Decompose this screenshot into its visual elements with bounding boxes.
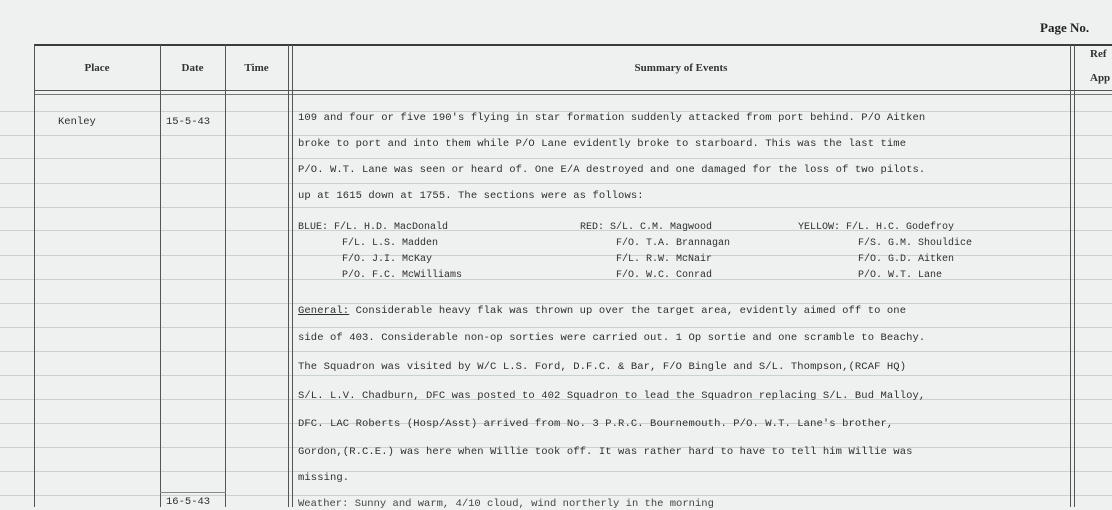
general-line: side of 403. Considerable non-op sorties were carried out. 1 Op sortie and one scramble to Beachy. bbox=[298, 332, 926, 344]
column-divider bbox=[1070, 45, 1071, 507]
yellow-section-row: P/O. W.T. Lane bbox=[858, 270, 943, 281]
general-line bbox=[298, 305, 906, 317]
general-text: Considerable heavy flak was thrown up over the target area, evidently aimed off to one bbox=[349, 305, 907, 317]
yellow-section-row: F/O. G.D. Aitken bbox=[858, 254, 955, 265]
column-divider bbox=[1074, 45, 1075, 507]
general-line: The Squadron was visited by W/C L.S. Ford, D.F.C. & Bar, F/O Bingle and S/L. Thompson,(RCAF HQ) bbox=[298, 361, 907, 373]
blue-section-row: F/L. L.S. Madden bbox=[342, 238, 439, 249]
column-divider bbox=[34, 45, 35, 507]
header-app: App bbox=[1090, 72, 1111, 84]
yellow-section bbox=[798, 220, 972, 284]
general-line: S/L. L.V. Chadburn, DFC was posted to 402 Squadron to lead the Squadron replacing S/L. Bud Malloy, bbox=[298, 390, 926, 402]
next-entry-date: 16-5-43 bbox=[166, 496, 211, 508]
entry-separator bbox=[160, 492, 226, 493]
blue-section-row: F/O. J.I. McKay bbox=[342, 254, 433, 265]
yellow-section-row: F/S. G.M. Shouldice bbox=[858, 238, 973, 249]
blue-section-row: BLUE: F/L. H.D. MacDonald bbox=[298, 222, 449, 233]
column-divider bbox=[292, 45, 293, 507]
page-number-label: Page No. bbox=[1040, 20, 1090, 35]
general-line: Gordon,(R.C.E.) was here when Willie took off. It was rather hard to have to tell him Willie was bbox=[298, 446, 913, 458]
next-entry-text: Weather: Sunny and warm, 4/10 cloud, wind northerly in the morning bbox=[298, 498, 714, 510]
header-date: Date bbox=[181, 62, 204, 74]
general-label: General: bbox=[298, 305, 350, 317]
header-bottom-rule bbox=[34, 90, 1112, 91]
red-section-row: F/L. R.W. McNair bbox=[616, 254, 713, 265]
column-divider bbox=[225, 45, 226, 507]
red-section-row: F/O. W.C. Conrad bbox=[616, 270, 713, 281]
header-summary: Summary of Events bbox=[634, 62, 728, 74]
general-line: DFC. LAC Roberts (Hosp/Asst) arrived from No. 3 P.R.C. Bournemouth. P/O. W.T. Lane's brother, bbox=[298, 418, 894, 430]
blue-section bbox=[298, 220, 462, 284]
header-place: Place bbox=[84, 62, 110, 74]
summary-line: P/O. W.T. Lane was seen or heard of. One E/A destroyed and one damaged for the loss of two pilots. bbox=[298, 164, 926, 176]
blue-section-row: P/O. F.C. McWilliams bbox=[342, 270, 463, 281]
header-time: Time bbox=[244, 62, 269, 74]
summary-line: up at 1615 down at 1755. The sections were as follows: bbox=[298, 190, 644, 202]
column-divider bbox=[160, 45, 161, 507]
general-line: missing. bbox=[298, 472, 350, 484]
red-section-row: F/O. T.A. Brannagan bbox=[616, 238, 731, 249]
yellow-section-row: YELLOW: F/L. H.C. Godefroy bbox=[798, 222, 955, 233]
column-divider bbox=[288, 45, 289, 507]
header-ref: Ref bbox=[1090, 48, 1107, 60]
red-section-row: RED: S/L. C.M. Magwood bbox=[580, 222, 713, 233]
summary-line: 109 and four or five 190's flying in star formation suddenly attacked from port behind. P/O Aitken bbox=[298, 112, 926, 124]
summary-line: broke to port and into them while P/O Lane evidently broke to starboard. This was the last time bbox=[298, 138, 907, 150]
red-section bbox=[580, 220, 730, 284]
header-top-rule bbox=[34, 44, 1112, 46]
header-bottom-rule-2 bbox=[34, 94, 1112, 95]
entry-date: 15-5-43 bbox=[166, 116, 211, 128]
entry-place: Kenley bbox=[58, 116, 96, 128]
